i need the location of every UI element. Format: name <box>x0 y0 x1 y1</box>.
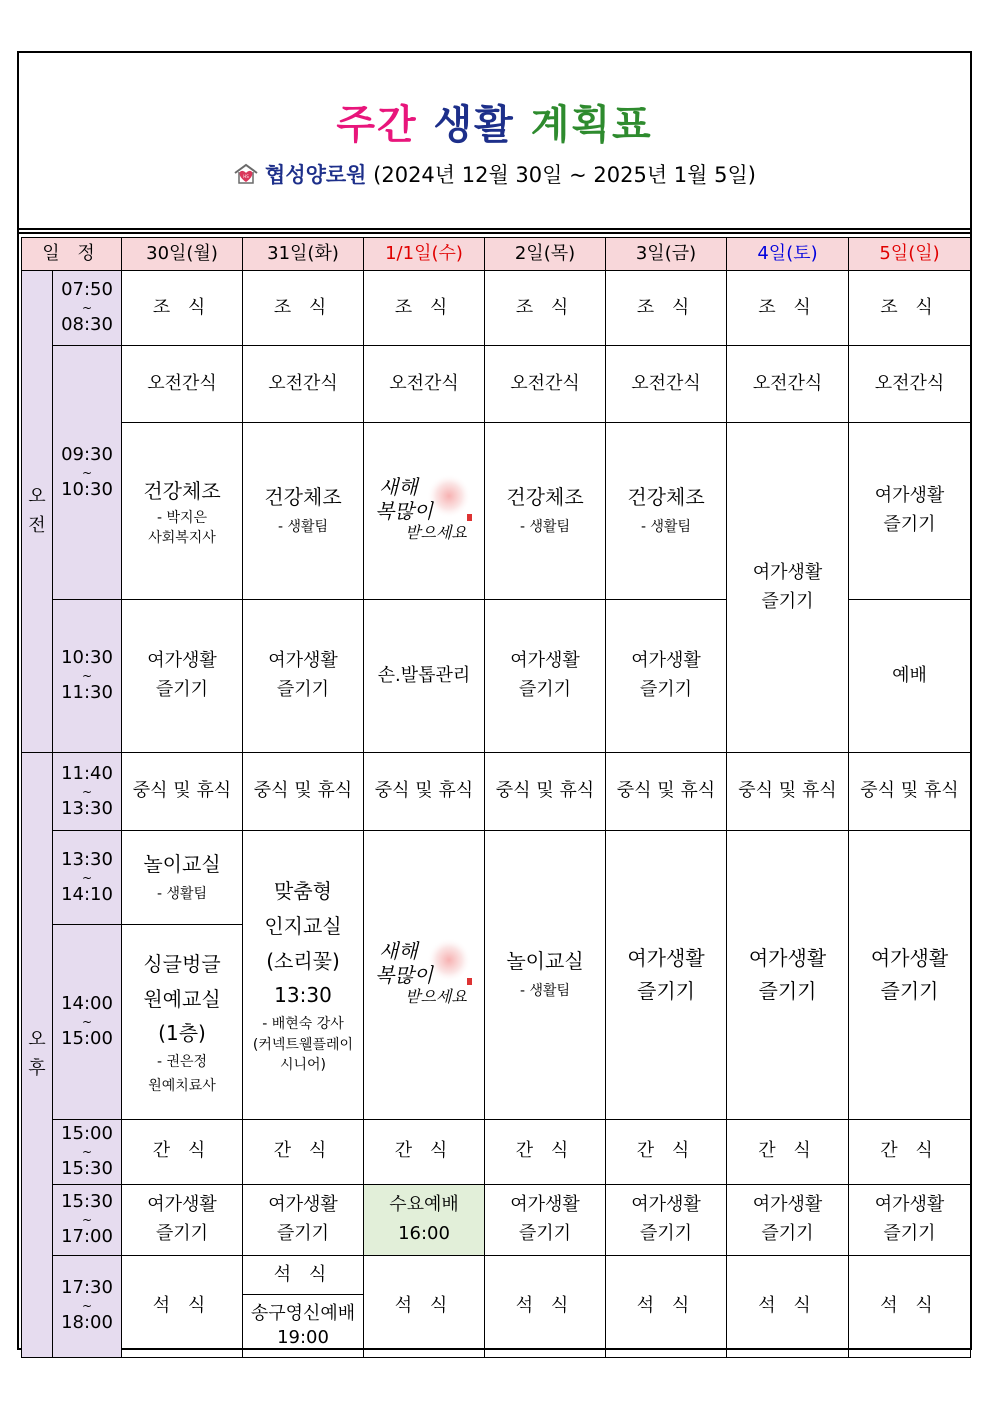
year-end-service: 송구영신예배 19:00 <box>243 1294 363 1357</box>
title-divider <box>19 232 970 234</box>
cell-dinner: 석 식 <box>485 1255 606 1357</box>
cell-lunch: 중식 및 휴식 <box>364 753 485 831</box>
cell-lunch: 중식 및 휴식 <box>849 753 971 831</box>
time-cell: 17:30 ~ 18:00 <box>53 1255 122 1357</box>
table-row <box>22 346 971 423</box>
schedule-frame <box>17 51 972 1350</box>
table-row <box>22 753 971 831</box>
cell: 조 식 <box>364 271 485 346</box>
svg-text:받으세요: 받으세요 <box>405 987 467 1007</box>
cell-snack: 간 식 <box>485 1120 606 1185</box>
header-day: 4일(토) <box>727 238 849 271</box>
cell-snack: 간 식 <box>364 1120 485 1185</box>
svg-text:새해: 새해 <box>379 939 418 964</box>
cell-leisure: 여가생활 즐기기 <box>485 600 606 753</box>
dinner-label: 석 식 <box>273 1263 333 1285</box>
page-title: 주간 생활 계획표 <box>336 102 653 148</box>
table-row <box>22 1255 971 1357</box>
cell-lunch: 중식 및 휴식 <box>243 753 364 831</box>
date-range: (2024년 12월 30일 ~ 2025년 1월 5일) <box>373 163 756 187</box>
period-pm: 오 후 <box>22 753 53 1358</box>
cell-dinner: 석 식 <box>364 1255 485 1357</box>
cell: 조 식 <box>606 271 727 346</box>
cell-leisure: 여가생활 즐기기 <box>122 1184 243 1255</box>
newyear-calligraphy-icon <box>369 466 479 546</box>
cell-worship: 예배 <box>849 600 971 753</box>
cell-leisure: 여가생활 즐기기 <box>849 831 971 1120</box>
cell-newyear-greeting <box>364 831 485 1120</box>
cell-play-class: 놀이교실 - 생활팀 <box>122 831 243 925</box>
cell: 오전간식 <box>122 346 243 423</box>
table-row <box>22 1184 971 1255</box>
time-cell: 10:30 ~ 11:30 <box>53 600 122 753</box>
table-row <box>22 1120 971 1185</box>
cell-lunch: 중식 및 휴식 <box>727 753 849 831</box>
svg-text:새해: 새해 <box>379 475 418 500</box>
cell-dinner: 석 식 <box>727 1255 849 1357</box>
header-day: 2일(목) <box>485 238 606 271</box>
cell-dinner: 석 식 <box>606 1255 727 1357</box>
cell-exercise: 건강체조 - 생활팀 <box>606 423 727 600</box>
cell-leisure: 여가생활 즐기기 <box>849 1184 971 1255</box>
cell-wednesday-service: 수요예배 16:00 <box>364 1184 485 1255</box>
header-day: 31일(화) <box>243 238 364 271</box>
cell: 오전간식 <box>849 346 971 423</box>
cell: 오전간식 <box>606 346 727 423</box>
cell-leisure: 여가생활 즐기기 <box>727 831 849 1120</box>
cell-dinner-and-service <box>243 1255 364 1357</box>
time-cell: 07:50 ~ 08:30 <box>53 271 122 346</box>
cell-leisure: 여가생활 즐기기 <box>849 423 971 600</box>
cell-exercise: 건강체조 - 생활팀 <box>485 423 606 600</box>
cell-leisure: 여가생활 즐기기 <box>727 423 849 753</box>
cell: 오전간식 <box>243 346 364 423</box>
cell-leisure: 여가생활 즐기기 <box>606 1184 727 1255</box>
cell-leisure: 여가생활 즐기기 <box>606 831 727 1120</box>
cell-leisure: 여가생활 즐기기 <box>122 600 243 753</box>
time-cell: 15:00 ~ 15:30 <box>53 1120 122 1185</box>
cell-snack: 간 식 <box>727 1120 849 1185</box>
cell-handfoot: 손.발톱관리 <box>364 600 485 753</box>
cell: 오전간식 <box>485 346 606 423</box>
time-cell: 09:30 ~ 10:30 <box>53 346 122 600</box>
header-schedule: 일 정 <box>22 238 122 271</box>
weekly-schedule-table <box>21 237 971 1358</box>
cell-cognitive-class: 맞춤형 인지교실 (소리꽃) 13:30 - 배현숙 강사 (커넥트웰플레이 시니어) <box>243 831 364 1120</box>
cell-newyear-greeting <box>364 423 485 600</box>
cell-gardening-class: 싱글벙글 원예교실 (1층) - 권은정 원예치료사 <box>122 925 243 1120</box>
page-subtitle <box>19 159 970 189</box>
cell-lunch: 중식 및 휴식 <box>606 753 727 831</box>
cell-leisure: 여가생활 즐기기 <box>727 1184 849 1255</box>
cell-exercise: 건강체조 - 생활팀 <box>243 423 364 600</box>
time-cell: 14:00 ~ 15:00 <box>53 925 122 1120</box>
time-cell: 13:30 ~ 14:10 <box>53 831 122 925</box>
cell: 조 식 <box>727 271 849 346</box>
newyear-calligraphy-icon <box>369 930 479 1010</box>
header-day: 1/1일(수) <box>364 238 485 271</box>
time-cell: 11:40 ~ 13:30 <box>53 753 122 831</box>
svg-text:HS: HS <box>243 174 249 179</box>
cell-leisure: 여가생활 즐기기 <box>606 600 727 753</box>
svg-text:복많이: 복많이 <box>375 963 433 988</box>
cell-leisure: 여가생활 즐기기 <box>243 600 364 753</box>
cell-snack: 간 식 <box>849 1120 971 1185</box>
cell-snack: 간 식 <box>243 1120 364 1185</box>
cell: 조 식 <box>849 271 971 346</box>
cell-exercise: 건강체조 - 박지은 사회복지사 <box>122 423 243 600</box>
cell-leisure: 여가생활 즐기기 <box>243 1184 364 1255</box>
cell-play-class: 놀이교실 - 생활팀 <box>485 831 606 1120</box>
header-row <box>22 238 971 271</box>
cell-leisure: 여가생활 즐기기 <box>485 1184 606 1255</box>
cell: 오전간식 <box>727 346 849 423</box>
org-name: 협성양로원 <box>265 163 367 187</box>
org-logo-icon <box>233 163 259 185</box>
cell: 조 식 <box>485 271 606 346</box>
cell-snack: 간 식 <box>122 1120 243 1185</box>
cell: 조 식 <box>243 271 364 346</box>
svg-text:복많이: 복많이 <box>375 499 433 524</box>
cell-lunch: 중식 및 휴식 <box>485 753 606 831</box>
svg-text:받으세요: 받으세요 <box>405 523 467 543</box>
header-day: 5일(일) <box>849 238 971 271</box>
table-row <box>22 423 971 600</box>
cell-dinner: 석 식 <box>122 1255 243 1357</box>
cell-lunch: 중식 및 휴식 <box>122 753 243 831</box>
table-row <box>22 271 971 346</box>
title-section <box>19 53 970 230</box>
cell-snack: 간 식 <box>606 1120 727 1185</box>
header-day: 30일(월) <box>122 238 243 271</box>
table-row <box>22 831 971 925</box>
cell-dinner: 석 식 <box>849 1255 971 1357</box>
cell: 오전간식 <box>364 346 485 423</box>
header-day: 3일(금) <box>606 238 727 271</box>
period-am: 오 전 <box>22 271 53 753</box>
cell: 조 식 <box>122 271 243 346</box>
time-cell: 15:30 ~ 17:00 <box>53 1184 122 1255</box>
